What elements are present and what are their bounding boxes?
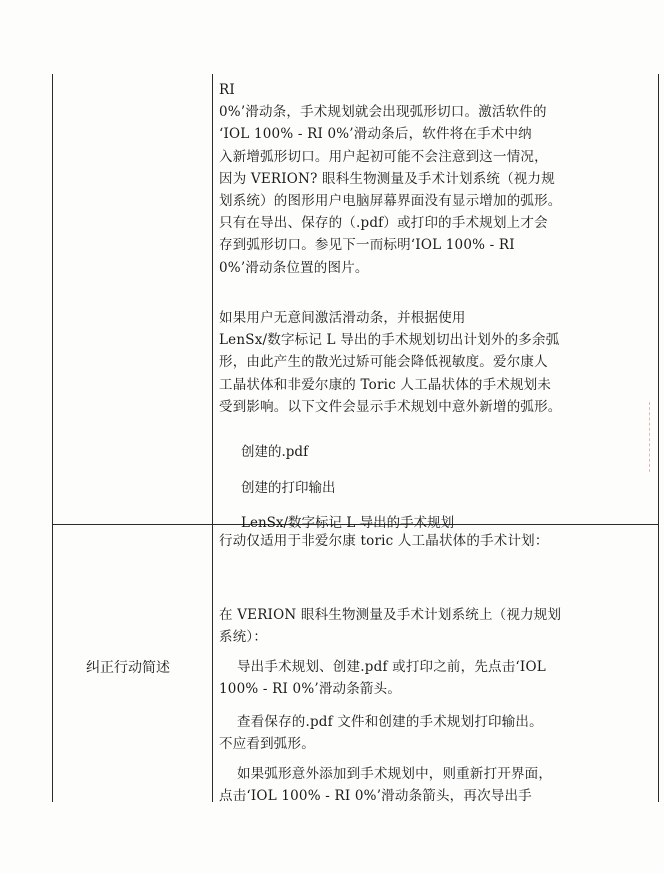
text-line: LenSx/数字标记 L 导出的手术规划切出计划外的多余弧 — [219, 332, 560, 349]
list-item: 创建的.pdf — [241, 444, 309, 460]
text-line: 入新增弧形切口。用户起初可能不会注意到这一情况， — [219, 148, 548, 165]
action-scope — [219, 530, 549, 552]
table-column-divider — [212, 74, 213, 802]
text-line: 只有在导出、保存的（.pdf）或打印的手术规划上才会 — [219, 215, 548, 232]
step-3 — [219, 763, 552, 807]
verion-instruction — [219, 604, 561, 648]
text-line: 点击‘IOL 100% - RI 0%’滑动条箭头，再次导出手 — [219, 788, 532, 805]
step-1 — [219, 656, 546, 700]
text-line: 存到弧形切口。参见下一而标明‘IOL 100% - RI — [219, 237, 515, 254]
text-line: RI — [219, 82, 235, 98]
text-line: 如果用户无意间激活滑动条，并根据使用 — [219, 310, 466, 326]
text-line: 0%’滑动条位置的图片。 — [219, 259, 369, 276]
text-line: 100% - RI 0%’滑动条箭头。 — [219, 681, 402, 698]
text-line: 形，由此产生的散光过矫可能会降低视敏度。爱尔康人 — [219, 354, 548, 371]
description-paragraph-1 — [219, 79, 562, 279]
row-label: 纠正行动简述 — [86, 660, 170, 676]
text-line: 因为 VERION? 眼科生物测量及手术计划系统（视力规 — [219, 170, 555, 187]
table-border-left — [52, 74, 53, 802]
text-line: 在 VERION 眼科生物测量及手术计划系统上（视力规划 — [219, 607, 562, 623]
text-line: 导出手术规划、创建.pdf 或打印之前，先点击‘IOL — [219, 659, 546, 675]
text-line: 受到影响。以下文件会显示手术规划中意外新增的弧形。 — [219, 398, 562, 415]
text-line: 工晶状体和非爱尔康的 Toric 人工晶状体的手术规划未 — [219, 376, 552, 393]
text-line: 如果弧形意外添加到手术规划中，则重新打开界面， — [219, 766, 553, 782]
step-2 — [219, 711, 543, 755]
text-line: 不应看到弧形。 — [219, 736, 315, 753]
text-line: 查看保存的.pdf 文件和创建的手术规划打印输出。 — [219, 714, 543, 730]
text-line: 行动仅适用于非爱尔康 toric 人工晶状体的手术计划： — [219, 533, 549, 549]
text-line: 系统）： — [219, 629, 268, 646]
text-line: 划系统）的图形用户电脑屏幕界面没有显示增加的弧形。 — [219, 193, 562, 210]
seal-fragment — [649, 402, 664, 472]
description-paragraph-2 — [219, 307, 562, 418]
text-line: ‘IOL 100% - RI 0%’滑动条后，软件将在手术中纳 — [219, 126, 532, 143]
list-item: 创建的打印输出 — [241, 480, 336, 496]
list-item: LenSx/数字标记 L 导出的手术规划 — [241, 515, 455, 531]
text-line: 0%’滑动条，手术规划就会出现弧形切口。激活软件的 — [219, 104, 547, 121]
